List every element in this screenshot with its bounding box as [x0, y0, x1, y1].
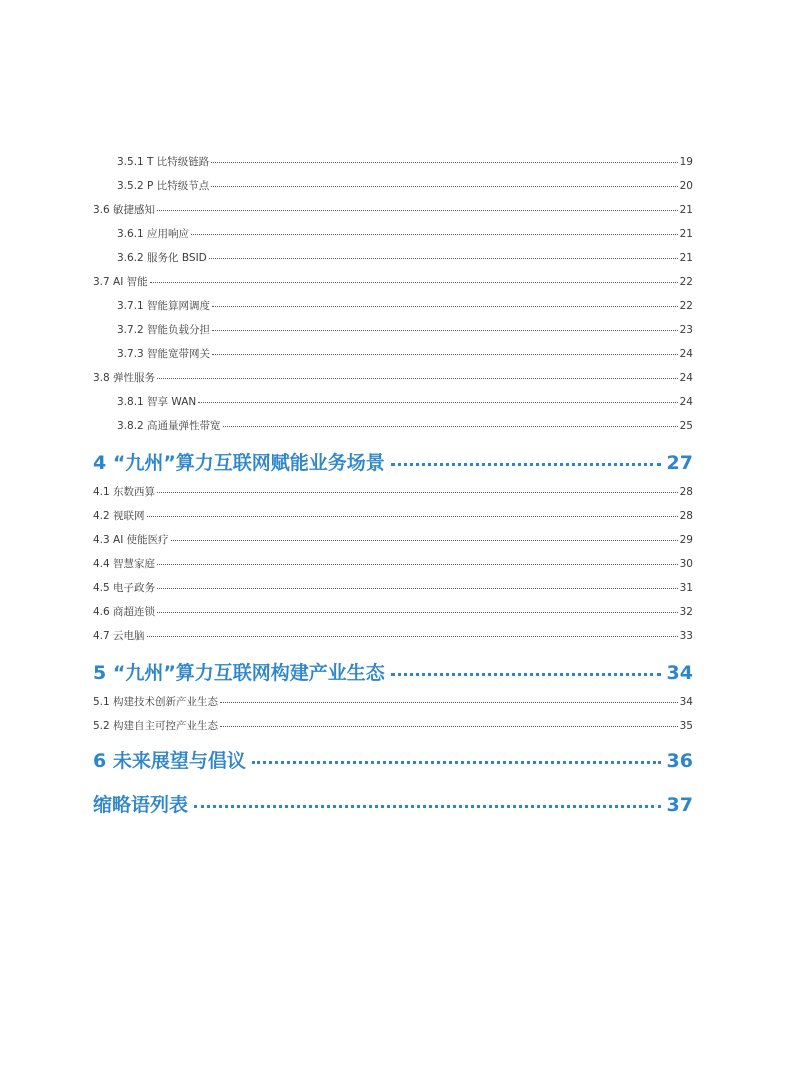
toc-chapter-entry[interactable]	[93, 790, 693, 817]
toc-page-number: 23	[679, 324, 693, 336]
toc-chapter-entry[interactable]	[93, 448, 693, 475]
dot-leader	[157, 378, 678, 379]
toc-page-number: 24	[679, 348, 693, 360]
toc-section-entry[interactable]	[93, 628, 693, 643]
toc-section-entry[interactable]	[93, 694, 693, 709]
toc-entry-title: 4.3 AI 使能医疗	[93, 534, 169, 546]
toc-subsection-entry[interactable]	[93, 250, 693, 265]
toc-subsection-entry[interactable]	[93, 298, 693, 313]
toc-page-number: 24	[679, 372, 693, 384]
toc-page-number: 31	[679, 582, 693, 594]
toc-page-number: 27	[666, 452, 693, 474]
toc-entry-title: 3.8.2 高通量弹性带宽	[117, 420, 221, 432]
dot-leader	[157, 210, 678, 211]
dot-leader	[252, 761, 661, 764]
toc-subsection-entry[interactable]	[93, 322, 693, 337]
toc-entry-title: 3.6.1 应用响应	[117, 228, 190, 240]
toc-page-number: 21	[679, 252, 693, 264]
toc-subsection-entry[interactable]	[93, 418, 693, 433]
toc-page-number: 24	[679, 396, 693, 408]
toc-section-entry[interactable]	[93, 532, 693, 547]
toc-entry-title: 3.5.1 T 比特级链路	[117, 156, 210, 168]
toc-entry-title: 3.8.1 智享 WAN	[117, 396, 197, 408]
toc-chapter-entry[interactable]	[93, 658, 693, 685]
toc-chapter-entry[interactable]	[93, 746, 693, 773]
dot-leader	[147, 516, 678, 517]
toc-page-number: 21	[679, 204, 693, 216]
toc-entry-title: 5 “九州”算力互联网构建产业生态	[93, 662, 385, 684]
dot-leader	[223, 426, 678, 427]
toc-section-entry[interactable]	[93, 556, 693, 571]
dot-leader	[391, 463, 661, 466]
toc-page-number: 32	[679, 606, 693, 618]
toc-page-number: 20	[679, 180, 693, 192]
dot-leader	[391, 673, 661, 676]
toc-page-number: 34	[666, 662, 693, 684]
toc-page-number: 29	[679, 534, 693, 546]
toc-entry-title: 3.6.2 服务化 BSID	[117, 252, 207, 264]
toc-subsection-entry[interactable]	[93, 154, 693, 169]
toc-section-entry[interactable]	[93, 484, 693, 499]
toc-entry-title: 3.7.2 智能负载分担	[117, 324, 211, 336]
toc-page-number: 22	[679, 300, 693, 312]
toc-page-number: 22	[679, 276, 693, 288]
dot-leader	[150, 282, 678, 283]
dot-leader	[194, 805, 661, 808]
dot-leader	[157, 492, 678, 493]
dot-leader	[198, 402, 677, 403]
toc-entry-title: 3.6 敏捷感知	[93, 204, 156, 216]
toc-page-number: 25	[679, 420, 693, 432]
toc-entry-title: 4.1 东数西算	[93, 486, 156, 498]
toc-subsection-entry[interactable]	[93, 394, 693, 409]
toc-entry-title: 3.5.2 P 比特级节点	[117, 180, 210, 192]
toc-entry-title: 4 “九州”算力互联网赋能业务场景	[93, 452, 385, 474]
toc-section-entry[interactable]	[93, 370, 693, 385]
dot-leader	[211, 186, 677, 187]
dot-leader	[212, 354, 678, 355]
dot-leader	[147, 636, 678, 637]
toc-entry-title: 3.7.1 智能算网调度	[117, 300, 211, 312]
toc-page-number: 37	[666, 794, 693, 816]
toc-page-number: 34	[679, 696, 693, 708]
toc-page-number: 21	[679, 228, 693, 240]
dot-leader	[220, 726, 678, 727]
dot-leader	[191, 234, 678, 235]
toc-section-entry[interactable]	[93, 508, 693, 523]
toc-entry-title: 缩略语列表	[93, 794, 189, 816]
toc-entry-title: 4.6 商超连锁	[93, 606, 156, 618]
toc-section-entry[interactable]	[93, 718, 693, 733]
dot-leader	[157, 564, 678, 565]
toc-entry-title: 3.8 弹性服务	[93, 372, 156, 384]
toc-entry-title: 5.2 构建自主可控产业生态	[93, 720, 219, 732]
toc-subsection-entry[interactable]	[93, 226, 693, 241]
toc-entry-title: 6 未来展望与倡议	[93, 750, 246, 772]
toc-entry-title: 4.7 云电脑	[93, 630, 145, 642]
toc-section-entry[interactable]	[93, 604, 693, 619]
toc-page-number: 19	[679, 156, 693, 168]
toc-entry-title: 3.7 AI 智能	[93, 276, 148, 288]
toc-entry-title: 5.1 构建技术创新产业生态	[93, 696, 219, 708]
toc-page-number: 30	[679, 558, 693, 570]
toc-page-number: 36	[666, 750, 693, 772]
toc-page-number: 35	[679, 720, 693, 732]
dot-leader	[220, 702, 678, 703]
toc-page-number: 33	[679, 630, 693, 642]
toc-page-number: 28	[679, 510, 693, 522]
toc-entry-title: 4.5 电子政务	[93, 582, 156, 594]
dot-leader	[211, 162, 677, 163]
toc-section-entry[interactable]	[93, 580, 693, 595]
toc-page-number: 28	[679, 486, 693, 498]
dot-leader	[171, 540, 678, 541]
dot-leader	[209, 258, 678, 259]
dot-leader	[157, 588, 678, 589]
dot-leader	[212, 330, 678, 331]
toc-entry-title: 4.4 智慧家庭	[93, 558, 156, 570]
toc-section-entry[interactable]	[93, 202, 693, 217]
toc-entry-title: 4.2 视联网	[93, 510, 145, 522]
toc-entry-title: 3.7.3 智能宽带网关	[117, 348, 211, 360]
toc-subsection-entry[interactable]	[93, 178, 693, 193]
dot-leader	[157, 612, 678, 613]
dot-leader	[212, 306, 678, 307]
toc-section-entry[interactable]	[93, 274, 693, 289]
toc-subsection-entry[interactable]	[93, 346, 693, 361]
